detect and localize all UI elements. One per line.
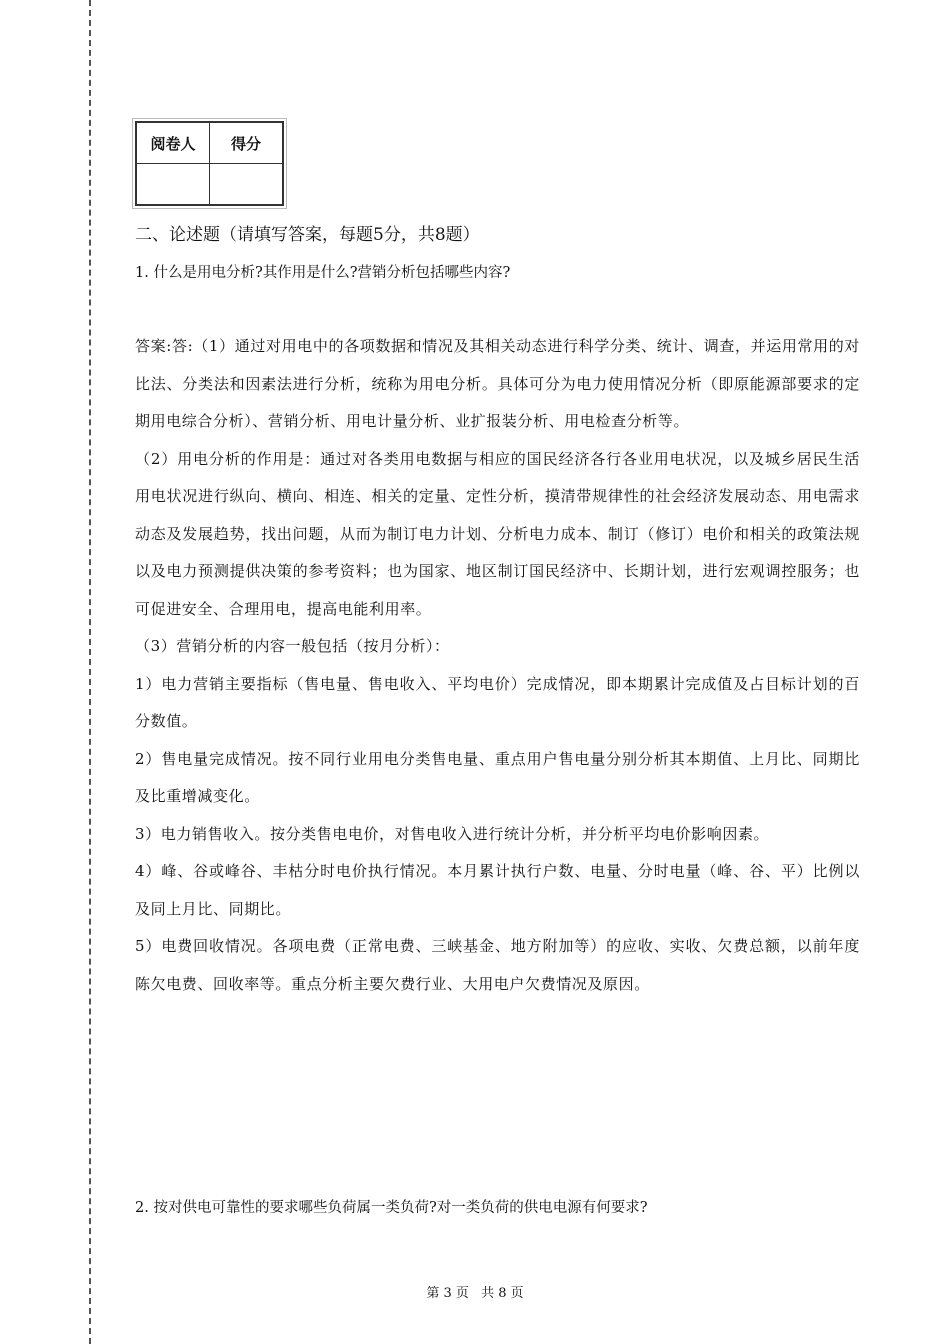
- grader-cell: [136, 164, 210, 206]
- score-cell: [210, 164, 284, 206]
- page-number: 第 3 页: [426, 1286, 469, 1301]
- score-label: 得分: [210, 122, 284, 164]
- answer-paragraph: 5）电费回收情况。各项电费（正常电费、三峡基金、地方附加等）的应收、实收、欠费总额，以前年度陈欠电费、回收率等。重点分析主要欠费行业、大用电户欠费情况及原因。: [135, 937, 860, 993]
- grader-label: 阅卷人: [136, 122, 210, 164]
- answer-paragraph: 答案:答:（1）通过对用电中的各项数据和情况及其相关动态进行科学分类、统计、调查，并运用常用的对比法、分类法和因素法进行分析，统称为用电分析。具体可分为电力使用情况分析（即原能源部要求的定期用电综合分析）、营销分析、用电计量分析、业扩报装分析、用电检查分析等。: [135, 337, 860, 430]
- answer-paragraph: （2）用电分析的作用是：通过对各类用电数据与相应的国民经济各行各业用电状况，以及城乡居民生活用电状况进行纵向、横向、相连、相关的定量、定性分析，摸清带规律性的社会经济发展动态、用电需求动态及发展趋势，找出问题，从而为制订电力计划、分析电力成本、制订（修订）电价和相关的政策法规以及电力预测提供决策的参考资料；也为国家、地区制订国民经济中、长期计划，进行宏观调控服务；也可促进安全、合理用电，提高电能利用率。: [135, 449, 860, 618]
- answer-paragraph: 3）电力销售收入。按分类售电电价，对售电收入进行统计分析，并分析平均电价影响因素。: [135, 824, 770, 843]
- grader-score-box: [135, 121, 284, 206]
- answer-1: [135, 328, 860, 1003]
- question-1: 1. 什么是用电分析?其作用是什么?营销分析包括哪些内容?: [135, 265, 511, 281]
- answer-paragraph: 4）峰、谷或峰谷、丰枯分时电价执行情况。本月累计执行户数、电量、分时电量（峰、谷、平）比例以及同上月比、同期比。: [135, 862, 860, 918]
- page-footer: [0, 1282, 950, 1301]
- answer-paragraph: 1）电力营销主要指标（售电量、售电收入、平均电价）完成情况，即本期累计完成值及占目标计划的百分数值。: [135, 674, 860, 730]
- answer-paragraph: 2）售电量完成情况。按不同行业用电分类售电量、重点用户售电量分别分析其本期值、上月比、同期比及比重增减变化。: [135, 749, 860, 805]
- question-2: 2. 按对供电可靠性的要求哪些负荷属一类负荷?对一类负荷的供电电源有何要求?: [135, 1200, 648, 1216]
- page-total: 共 8 页: [481, 1286, 524, 1301]
- answer-paragraph: （3）营销分析的内容一般包括（按月分析）：: [135, 637, 450, 655]
- section-title: 二、论述题（请填写答案，每题5分，共8题）: [135, 225, 480, 245]
- binding-fold-line: [89, 0, 91, 1344]
